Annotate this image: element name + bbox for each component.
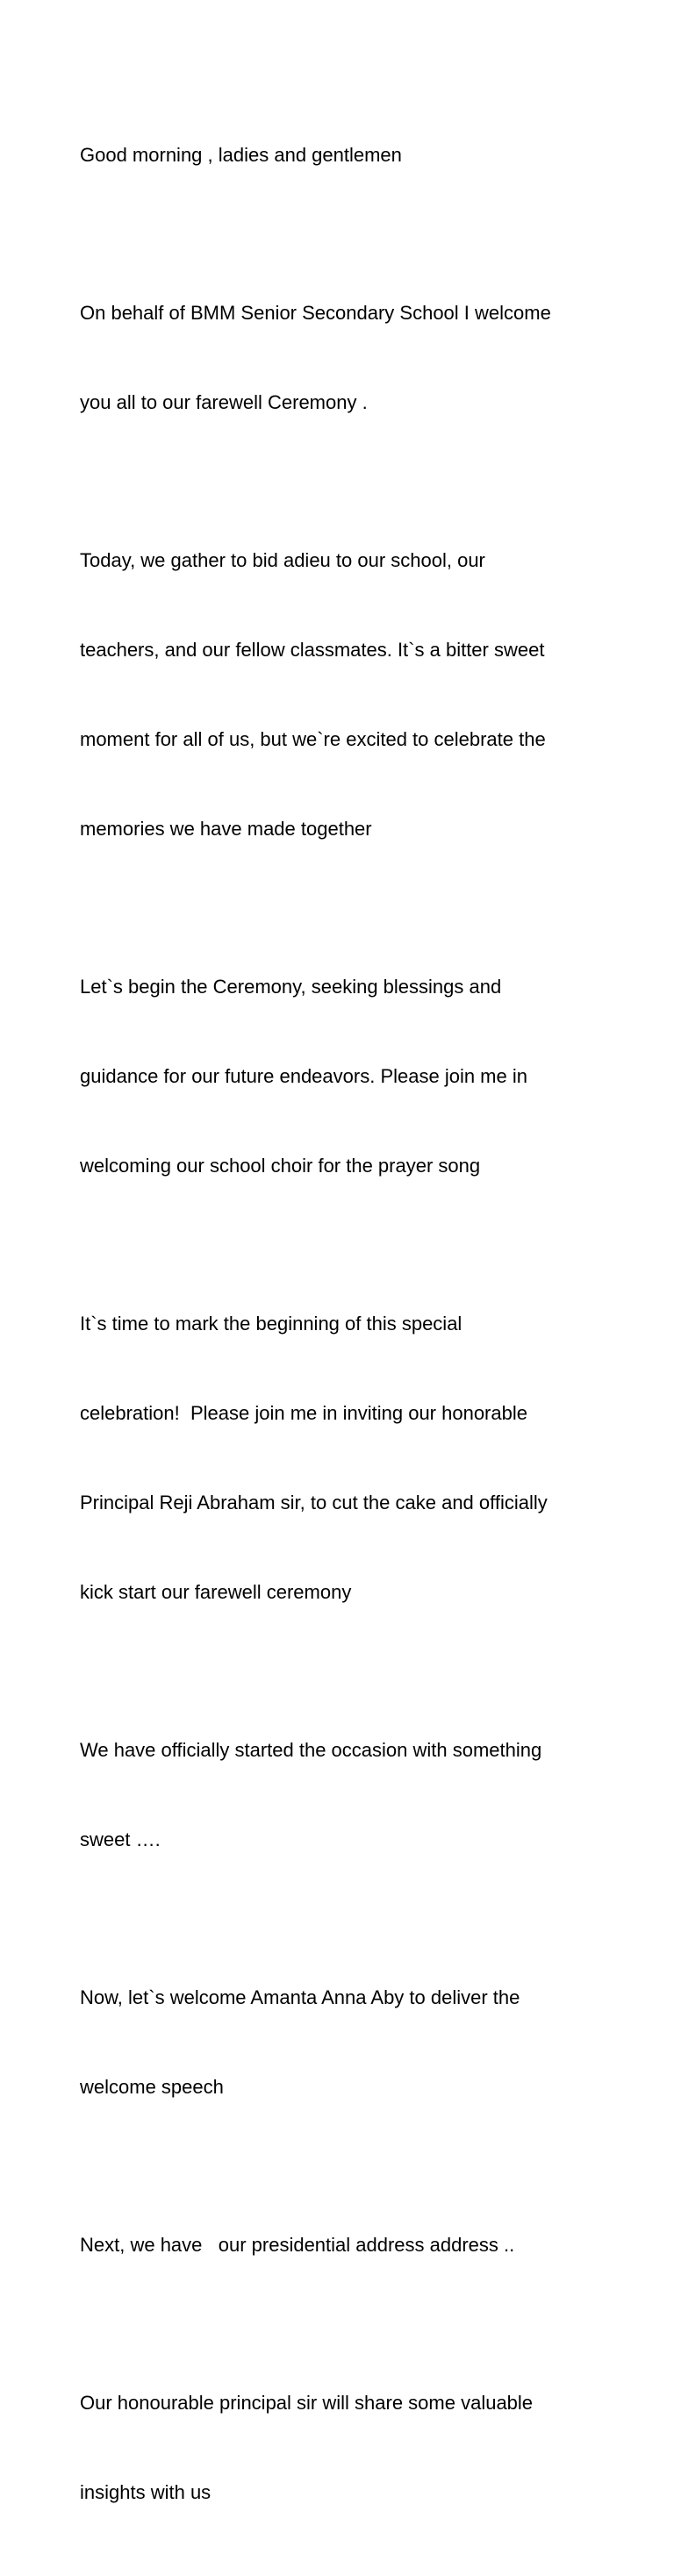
paragraph-sweet	[80, 1676, 606, 1914]
paragraph-line: Next, we have our presidential address address ..	[80, 2234, 515, 2256]
paragraph-presidential	[80, 2171, 606, 2320]
paragraph-line: Let`s begin the Ceremony, seeking blessings and	[80, 976, 502, 998]
paragraph-greeting	[80, 81, 606, 230]
paragraph-principal	[80, 2329, 606, 2567]
paragraph-line: Today, we gather to bid adieu to our school, our	[80, 549, 485, 571]
document-body	[80, 81, 606, 2576]
paragraph-line: On behalf of BMM Senior Secondary School I welcome	[80, 302, 551, 324]
paragraph-line: Our honourable principal sir will share some valuable	[80, 2392, 534, 2414]
paragraph-line: kick start our farewell ceremony	[80, 1581, 352, 1603]
paragraph-line: guidance for our future endeavors. Please join me in	[80, 1065, 527, 1087]
paragraph-line: Principal Reji Abraham sir, to cut the cake and officially	[80, 1492, 548, 1513]
paragraph-welcome	[80, 239, 606, 477]
paragraph-welcome-speech	[80, 1923, 606, 2162]
paragraph-line: welcome speech	[80, 2076, 224, 2098]
paragraph-line: welcoming our school choir for the prayer song	[80, 1155, 481, 1177]
paragraph-today	[80, 486, 606, 904]
paragraph-cake	[80, 1249, 606, 1667]
paragraph-line: moment for all of us, but we`re excited to celebrate the	[80, 728, 546, 750]
paragraph-prayer	[80, 912, 606, 1241]
paragraph-line: insights with us	[80, 2481, 212, 2503]
paragraph-line: sweet ….	[80, 1828, 161, 1850]
paragraph-line: It`s time to mark the beginning of this special	[80, 1313, 462, 1335]
paragraph-line: Now, let`s welcome Amanta Anna Aby to deliver the	[80, 1986, 520, 2008]
paragraph-line: memories we have made together	[80, 818, 372, 840]
paragraph-line: celebration! Please join me in inviting our honorable	[80, 1402, 527, 1424]
paragraph-line: We have officially started the occasion with something	[80, 1739, 542, 1761]
paragraph-line: Good morning , ladies and gentlemen	[80, 144, 402, 166]
paragraph-line: you all to our farewell Ceremony .	[80, 391, 368, 413]
paragraph-line: teachers, and our fellow classmates. It`s a bitter sweet	[80, 639, 545, 661]
